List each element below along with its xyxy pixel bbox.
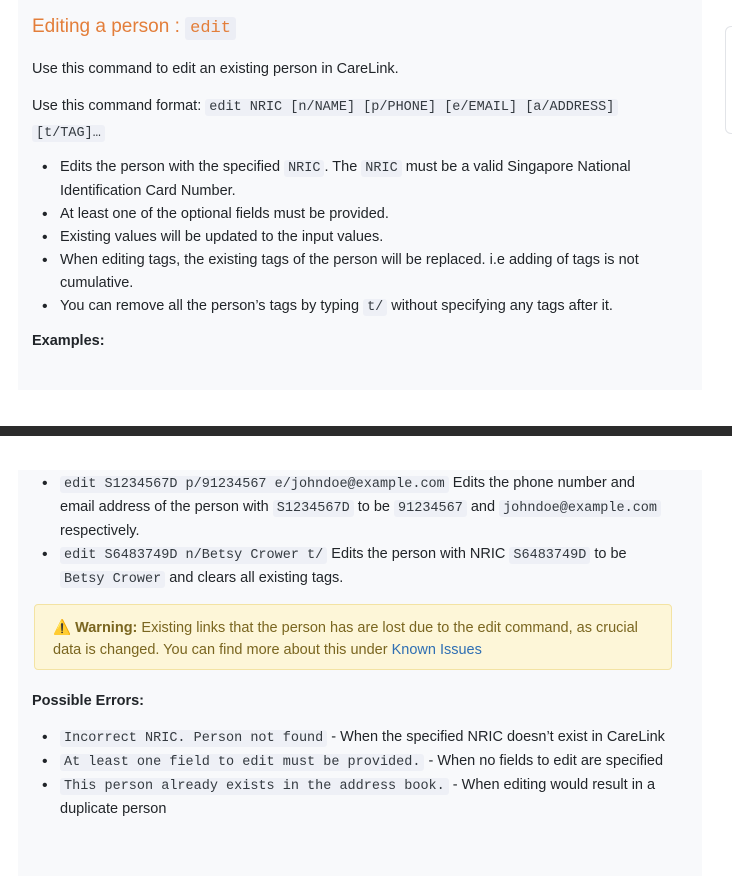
top-content-panel [18, 0, 702, 390]
list-item: • This person already exists in the address book. - When editing would result in a duplicate person [32, 774, 672, 821]
list-item: • You can remove all the person’s tags by typing t/ without specifying any tags after it. [32, 295, 672, 319]
warning-icon: ⚠️ [53, 620, 72, 636]
examples-heading: Examples: [32, 333, 105, 349]
list-item: • Edits the person with the specified NRIC . The NRIC must be a valid Singapore National Identification Card Number. [32, 156, 672, 203]
list-item: • edit S1234567D p/91234567 e/johndoe@example.com Edits the phone number and email address of the person with S1234567D to be 91234567 and johndoe@example.com respectively. [32, 472, 672, 543]
list-item: • Existing values will be updated to the input values. [32, 226, 672, 249]
command-code: edit [185, 17, 236, 40]
intro-text: Use this command to edit an existing person in CareLink. [32, 61, 399, 77]
list-item: • edit S6483749D n/Betsy Crower t/ Edits the person with NRIC S6483749D to be Betsy Crower and clears all existing tags. [32, 543, 672, 591]
bottom-content-panel [18, 470, 702, 876]
known-issues-link[interactable]: Known Issues [391, 642, 482, 658]
notes-list [32, 156, 672, 319]
errors-heading: Possible Errors: [32, 693, 145, 709]
format-code-cont: [t/TAG]… [32, 125, 105, 142]
format-text: Use this command format: edit NRIC [n/NAME] [p/PHONE] [e/EMAIL] [a/ADDRESS] [t/TAG]… [32, 94, 692, 146]
page-title: Editing a person : edit [32, 16, 236, 38]
errors-list [32, 726, 672, 821]
page-divider [0, 426, 732, 436]
examples-list [32, 472, 672, 591]
list-item: • When editing tags, the existing tags of the person will be replaced. i.e adding of tags is not cumulative. [32, 249, 672, 295]
list-item: • Incorrect NRIC. Person not found - When the specified NRIC doesn’t exist in CareLink [32, 726, 672, 750]
list-item: • At least one field to edit must be provided. - When no fields to edit are specified [32, 750, 672, 774]
format-code: edit NRIC [n/NAME] [p/PHONE] [e/EMAIL] [a/ADDRESS] [205, 99, 618, 116]
warning-callout: ⚠️ Warning: Existing links that the person has are lost due to the edit command, as crucial data is changed. You can find more about this under Known Issues [34, 604, 672, 670]
scrollbar-thumb[interactable] [725, 26, 732, 134]
list-item: • At least one of the optional fields must be provided. [32, 203, 672, 226]
warning-label: Warning: [75, 620, 138, 636]
